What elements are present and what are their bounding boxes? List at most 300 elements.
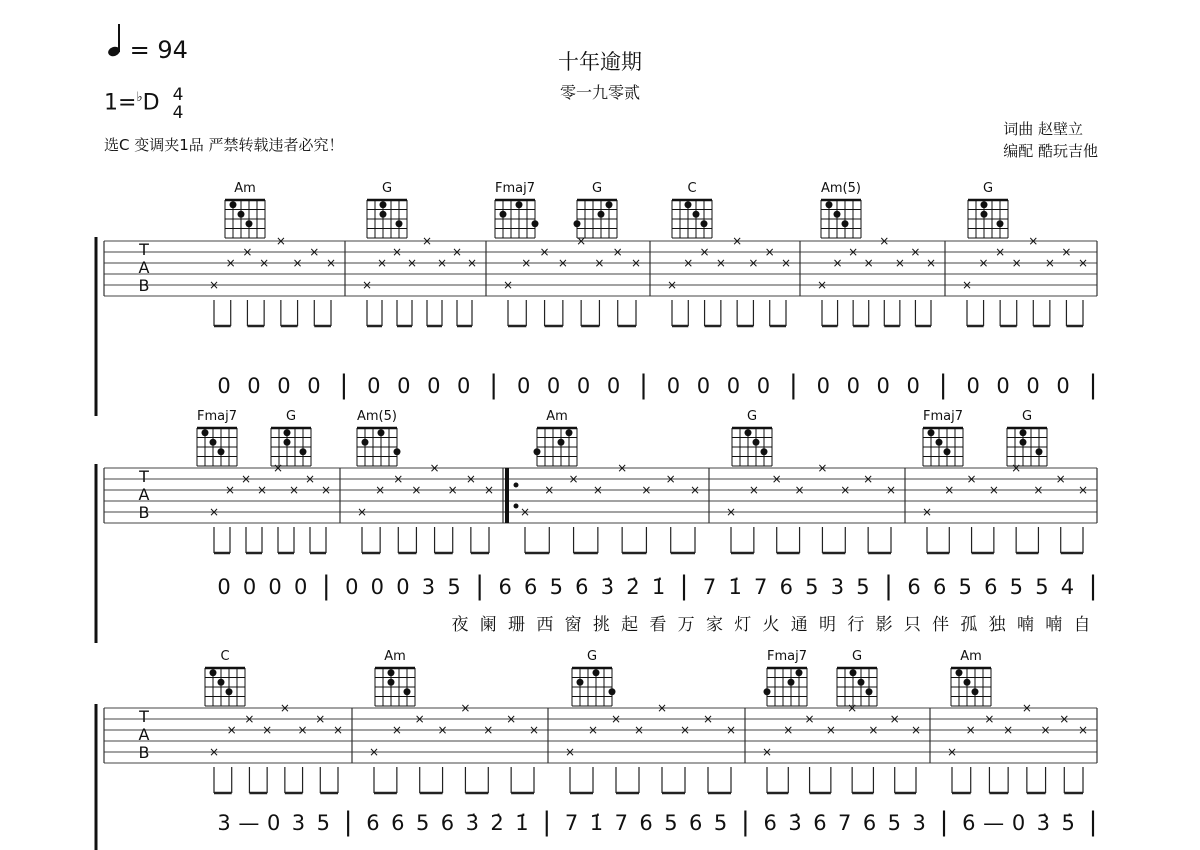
jianpu-line <box>217 807 1097 837</box>
pick-mark-x: × <box>568 472 579 486</box>
pick-mark-x: × <box>817 461 828 475</box>
finger-dot <box>577 679 584 686</box>
chord-name: Am <box>960 649 982 664</box>
jianpu-note: 0 <box>396 575 410 599</box>
pick-mark-x: × <box>519 505 531 519</box>
pick-mark-x: × <box>544 483 555 497</box>
jianpu-note: 6 <box>907 575 921 599</box>
repeat-dot <box>514 483 519 488</box>
pick-mark-x: × <box>848 245 859 259</box>
jianpu-note: 0 <box>1056 374 1070 398</box>
finger-dot <box>238 211 245 218</box>
jianpu-note: 5 <box>1035 575 1049 599</box>
jianpu-note: 7 <box>702 575 717 599</box>
pick-mark-x: × <box>240 472 252 486</box>
jianpu-note: 5 <box>316 811 331 835</box>
pick-mark-x: × <box>393 472 404 486</box>
finger-dot <box>796 669 803 676</box>
jianpu-note: 0 <box>247 374 261 398</box>
pick-mark-x: × <box>885 483 897 497</box>
finger-dot <box>761 448 768 455</box>
lyric-char: 孤 <box>960 615 978 635</box>
lyric-char: 喃 <box>1016 615 1034 635</box>
pick-mark-x: × <box>465 472 476 486</box>
tab-clef-a: A <box>138 485 150 504</box>
jianpu-note: 0 <box>367 374 381 398</box>
tab-clef-t: T <box>139 467 149 486</box>
chord-name: Fmaj7 <box>197 409 237 424</box>
pick-mark-x: × <box>1077 256 1089 270</box>
finger-dot <box>788 679 795 686</box>
lyric-char: 灯 <box>734 615 752 635</box>
jianpu-note: 0 <box>242 575 257 599</box>
key-note: D <box>142 90 160 116</box>
pick-mark-x: × <box>564 745 576 759</box>
pick-mark-x: × <box>483 483 495 497</box>
jianpu-note: 6 <box>575 575 589 599</box>
credit-arrange: 编配 酷玩吉他 <box>1003 142 1098 160</box>
lyric-char: 阑 <box>479 615 497 635</box>
chord-diagram <box>197 409 237 466</box>
chord-name: Fmaj7 <box>923 409 963 424</box>
chord-diagram <box>821 181 861 238</box>
finger-dot <box>226 688 233 695</box>
lyric-char: 火 <box>762 615 780 635</box>
jianpu-note: 0 <box>726 374 741 398</box>
tab-system-1 <box>96 181 1097 416</box>
jianpu-note: 6 <box>366 811 380 835</box>
pick-mark-x: × <box>244 712 255 726</box>
jianpu-note: 2̇ <box>626 575 640 599</box>
pick-mark-x: × <box>794 483 805 497</box>
pick-mark-x: × <box>1077 483 1089 497</box>
tab-clef-a: A <box>138 258 150 277</box>
finger-dot <box>928 429 935 436</box>
jianpu-barline: | <box>788 370 798 400</box>
chord-diagram <box>357 409 401 466</box>
jianpu-note: 3 <box>217 811 231 835</box>
pick-mark-x: × <box>391 245 403 259</box>
pick-mark-x: × <box>429 461 440 475</box>
jianpu-note: 6 <box>391 811 405 835</box>
chord-name: G <box>586 649 598 664</box>
chord-diagram <box>968 181 1008 238</box>
pick-mark-x: × <box>1021 701 1032 715</box>
pick-mark-x: × <box>984 712 995 726</box>
tab-clef-t: T <box>139 240 149 259</box>
pick-mark-x: × <box>832 256 843 270</box>
finger-dot <box>956 669 963 676</box>
finger-dot <box>230 201 237 208</box>
finger-dot <box>218 448 225 455</box>
finger-dot <box>574 220 581 227</box>
jianpu-note: 6 <box>779 575 793 599</box>
finger-dot <box>745 429 752 436</box>
finger-dot <box>850 669 857 676</box>
jianpu-note: 0 <box>696 374 711 398</box>
jianpu-note: 1̇ <box>728 575 742 599</box>
pick-mark-x: × <box>1055 472 1066 486</box>
lyric-char: 夜 <box>451 615 469 635</box>
finger-dot <box>380 211 387 218</box>
key-prefix: 1= <box>104 90 137 116</box>
jianpu-note: 0 <box>277 374 291 398</box>
pick-mark-x: × <box>910 723 922 737</box>
chord-name: C <box>687 181 697 196</box>
jianpu-barline: | <box>489 370 499 400</box>
jianpu-note: 0 <box>546 374 561 398</box>
finger-dot <box>753 439 760 446</box>
pick-mark-x: × <box>944 483 955 497</box>
pick-mark-x: × <box>208 745 220 759</box>
finger-dot <box>566 429 573 436</box>
jianpu-barline: | <box>343 807 353 837</box>
finger-dot <box>981 201 988 208</box>
jianpu-note: 5 <box>1009 575 1024 599</box>
pick-mark-x: × <box>771 472 782 486</box>
pick-mark-x: × <box>804 712 815 726</box>
pick-mark-x: × <box>332 723 344 737</box>
lyric-char: 伴 <box>932 615 950 635</box>
pick-mark-x: × <box>224 483 236 497</box>
pick-mark-x: × <box>451 245 463 259</box>
pick-mark-x: × <box>309 245 320 259</box>
finger-dot <box>764 688 771 695</box>
lyric-char: 看 <box>649 615 667 635</box>
pick-mark-x: × <box>617 461 628 475</box>
finger-dot <box>685 201 692 208</box>
jianpu-note: 0 <box>516 374 531 398</box>
jianpu-note: 0 <box>217 374 231 398</box>
pick-mark-x: × <box>702 712 714 726</box>
pick-mark-x: × <box>630 256 642 270</box>
jianpu-note: 3 <box>912 811 926 835</box>
chord-diagram <box>1007 409 1047 466</box>
lyric-char: 挑 <box>592 615 610 635</box>
pick-mark-x: × <box>725 505 737 519</box>
chord-diagram <box>951 649 991 706</box>
finger-dot <box>606 201 613 208</box>
pick-mark-x: × <box>262 723 273 737</box>
lyric-char: 西 <box>536 615 554 635</box>
finger-dot <box>532 220 539 227</box>
tab-clef-t: T <box>139 707 149 726</box>
jianpu-note: 0 <box>457 374 471 398</box>
song-subtitle: 零一九零贰 <box>559 83 640 102</box>
jianpu-note: 1̇ <box>515 811 529 835</box>
pick-mark-x: × <box>879 234 890 248</box>
jianpu-note: — <box>238 811 260 835</box>
jianpu-note: 5 <box>415 811 430 835</box>
pick-mark-x: × <box>966 472 977 486</box>
pick-mark-x: × <box>288 483 300 497</box>
chord-name: G <box>381 181 393 196</box>
pick-mark-x: × <box>612 245 623 259</box>
chord-name: Fmaj7 <box>495 181 535 196</box>
jianpu-note: 0 <box>345 575 359 599</box>
finger-dot <box>997 220 1004 227</box>
jianpu-note: 3 <box>830 575 845 599</box>
chord-diagram <box>574 181 618 238</box>
tempo-value: = 94 <box>129 36 188 64</box>
jianpu-note: 0 <box>1011 811 1026 835</box>
jianpu-note: 7 <box>564 811 579 835</box>
jianpu-note: 0 <box>217 575 231 599</box>
pick-mark-x: × <box>502 278 514 292</box>
jianpu-note: 5 <box>887 811 902 835</box>
pick-mark-x: × <box>539 245 550 259</box>
finger-dot <box>1036 448 1043 455</box>
pick-mark-x: × <box>279 701 290 715</box>
chord-diagram <box>375 649 415 706</box>
jianpu-barline: | <box>884 571 893 601</box>
jianpu-note: 0 <box>397 374 411 398</box>
finger-dot <box>210 669 217 676</box>
pick-mark-x: × <box>242 245 253 259</box>
jianpu-note: 6 <box>984 575 998 599</box>
pick-mark-x: × <box>847 701 858 715</box>
jianpu-note: 5 <box>713 811 728 835</box>
jianpu-note: 0 <box>606 374 621 398</box>
jianpu-note: 0 <box>370 575 385 599</box>
pick-mark-x: × <box>406 256 418 270</box>
jianpu-note: 0 <box>576 374 591 398</box>
pick-mark-x: × <box>466 256 478 270</box>
pick-mark-x: × <box>679 723 691 737</box>
jianpu-note: 6 <box>498 575 512 599</box>
pick-mark-x: × <box>376 256 388 270</box>
lyric-char: 行 <box>847 615 865 635</box>
finger-dot <box>246 220 253 227</box>
pick-mark-x: × <box>656 701 668 715</box>
jianpu-note: 0 <box>307 374 321 398</box>
finger-dot <box>981 211 988 218</box>
jianpu-note: 5 <box>856 575 870 599</box>
jianpu-barline: | <box>938 370 948 400</box>
jianpu-note: 3 <box>291 811 306 835</box>
finger-dot <box>362 439 369 446</box>
chord-diagram <box>923 409 963 466</box>
jianpu-note: 3̇ <box>788 811 802 835</box>
jianpu-note: 6 <box>962 811 976 835</box>
jianpu-note: — <box>983 811 1005 835</box>
pick-mark-x: × <box>436 256 448 270</box>
pick-mark-x: × <box>1003 723 1014 737</box>
chord-diagram <box>672 181 712 238</box>
chord-name: Am(5) <box>821 181 861 196</box>
finger-dot <box>693 211 700 218</box>
chord-diagram <box>534 409 578 466</box>
pick-mark-x: × <box>783 723 794 737</box>
pick-mark-x: × <box>1011 256 1022 270</box>
jianpu-barline: | <box>475 571 484 601</box>
lyric-char: 珊 <box>508 615 526 635</box>
jianpu-note: 0 <box>1026 374 1040 398</box>
pick-mark-x: × <box>946 745 958 759</box>
time-sig-top: 4 <box>172 85 184 105</box>
chord-name: G <box>982 181 994 196</box>
jianpu-note: 6 <box>862 811 877 835</box>
jianpu-note: 6 <box>763 811 777 835</box>
pick-mark-x: × <box>368 745 380 759</box>
pick-mark-x: × <box>356 505 368 519</box>
chord-name: G <box>591 181 603 196</box>
pick-mark-x: × <box>483 723 494 737</box>
jianpu-barline: | <box>339 370 349 400</box>
pick-mark-x: × <box>592 483 603 497</box>
song-title: 十年逾期 <box>558 50 642 74</box>
finger-dot <box>593 669 600 676</box>
jianpu-note: 0 <box>876 374 890 398</box>
pick-mark-x: × <box>292 256 303 270</box>
jianpu-note: 0 <box>293 575 308 599</box>
finger-dot <box>388 669 395 676</box>
pick-mark-x: × <box>587 723 599 737</box>
pick-mark-x: × <box>868 723 879 737</box>
pick-mark-x: × <box>780 256 792 270</box>
finger-dot <box>834 211 841 218</box>
jianpu-note: 5 <box>549 575 563 599</box>
jianpu-note: 5 <box>664 811 678 835</box>
lyric-char: 家 <box>705 615 723 635</box>
jianpu-note: 0 <box>266 811 281 835</box>
pick-mark-x: × <box>715 256 726 270</box>
lyric-char: 起 <box>621 615 639 635</box>
pick-mark-x: × <box>995 245 1006 259</box>
pick-mark-x: × <box>411 483 422 497</box>
finger-dot <box>701 220 708 227</box>
tab-clef-b: B <box>138 276 150 295</box>
pick-mark-x: × <box>208 278 220 292</box>
pick-mark-x: × <box>666 278 678 292</box>
chord-name: G <box>746 409 758 424</box>
jianpu-note: 6 <box>813 811 827 835</box>
finger-dot <box>858 679 865 686</box>
jianpu-barline: | <box>939 807 949 837</box>
chord-name: Am <box>384 649 406 664</box>
jianpu-note: 0 <box>996 374 1010 398</box>
pick-mark-x: × <box>391 723 402 737</box>
jianpu-note: 0 <box>666 374 681 398</box>
finger-dot <box>516 201 523 208</box>
tab-clef-a: A <box>138 725 150 744</box>
pick-mark-x: × <box>633 723 645 737</box>
pick-mark-x: × <box>521 256 532 270</box>
pick-mark-x: × <box>732 234 743 248</box>
jianpu-note: 3̇ <box>465 811 479 835</box>
jianpu-note: 1̇ <box>651 575 666 599</box>
chord-diagram <box>732 409 772 466</box>
jianpu-barline: | <box>639 370 648 400</box>
pick-mark-x: × <box>921 505 933 519</box>
lyric-char: 喃 <box>1045 615 1063 635</box>
pick-mark-x: × <box>297 723 308 737</box>
finger-dot <box>500 211 507 218</box>
finger-dot <box>1020 439 1027 446</box>
jianpu-note: 6 <box>689 811 703 835</box>
jianpu-barline: | <box>542 807 552 837</box>
pick-mark-x: × <box>594 256 605 270</box>
pick-mark-x: × <box>699 245 710 259</box>
chord-diagram <box>367 181 407 238</box>
repeat-dot <box>514 504 519 509</box>
pick-mark-x: × <box>889 712 900 726</box>
finger-dot <box>284 429 291 436</box>
jianpu-note: 0 <box>427 374 441 398</box>
pick-mark-x: × <box>320 483 332 497</box>
pick-mark-x: × <box>1028 234 1039 248</box>
pick-mark-x: × <box>447 483 458 497</box>
finger-dot <box>388 679 395 686</box>
pick-mark-x: × <box>761 745 773 759</box>
chord-name: Am <box>546 409 568 424</box>
pick-mark-x: × <box>528 723 540 737</box>
pick-mark-x: × <box>275 234 286 248</box>
chord-diagram <box>225 181 265 238</box>
jianpu-note: 3̇ <box>600 575 615 599</box>
jianpu-note: 6 <box>932 575 947 599</box>
jianpu-barline: | <box>321 571 331 601</box>
chord-name: Am <box>234 181 256 196</box>
chord-name: C <box>220 649 230 664</box>
jianpu-barline: | <box>1088 571 1098 601</box>
pick-mark-x: × <box>725 723 737 737</box>
pick-mark-x: × <box>816 278 828 292</box>
pick-mark-x: × <box>925 256 937 270</box>
finger-dot <box>394 448 401 455</box>
pick-mark-x: × <box>256 483 268 497</box>
pick-mark-x: × <box>825 723 836 737</box>
pick-mark-x: × <box>840 483 851 497</box>
time-sig-bottom: 4 <box>172 103 184 123</box>
lyric-char: 自 <box>1073 615 1091 635</box>
jianpu-barline: | <box>1088 807 1098 837</box>
jianpu-note: 5 <box>805 575 819 599</box>
pick-mark-x: × <box>683 256 694 270</box>
finger-dot <box>558 439 565 446</box>
chord-diagram <box>495 181 539 238</box>
pick-mark-x: × <box>748 256 759 270</box>
lyric-char: 窗 <box>564 615 582 635</box>
tab-clef-b: B <box>138 743 150 762</box>
lyrics-line <box>452 615 1091 635</box>
tab-system-2 <box>96 409 1097 643</box>
finger-dot <box>972 688 979 695</box>
finger-dot <box>396 220 403 227</box>
pick-mark-x: × <box>208 505 220 519</box>
jianpu-note: 7 <box>838 811 852 835</box>
pick-mark-x: × <box>576 234 587 248</box>
finger-dot <box>380 201 387 208</box>
pick-mark-x: × <box>1011 461 1022 475</box>
pick-mark-x: × <box>978 256 989 270</box>
pick-mark-x: × <box>361 278 373 292</box>
finger-dot <box>218 679 225 686</box>
lyric-char: 只 <box>903 615 921 635</box>
pick-mark-x: × <box>506 712 517 726</box>
pick-mark-x: × <box>965 723 976 737</box>
finger-dot <box>404 688 411 695</box>
pick-mark-x: × <box>863 256 874 270</box>
jianpu-barline: | <box>1088 370 1098 400</box>
pick-mark-x: × <box>689 483 701 497</box>
pick-mark-x: × <box>325 256 337 270</box>
flat-sign: ♭ <box>136 90 143 105</box>
pick-mark-x: × <box>961 278 973 292</box>
pick-mark-x: × <box>748 483 759 497</box>
jianpu-note: 0 <box>816 374 830 398</box>
lyric-char: 通 <box>790 615 808 635</box>
